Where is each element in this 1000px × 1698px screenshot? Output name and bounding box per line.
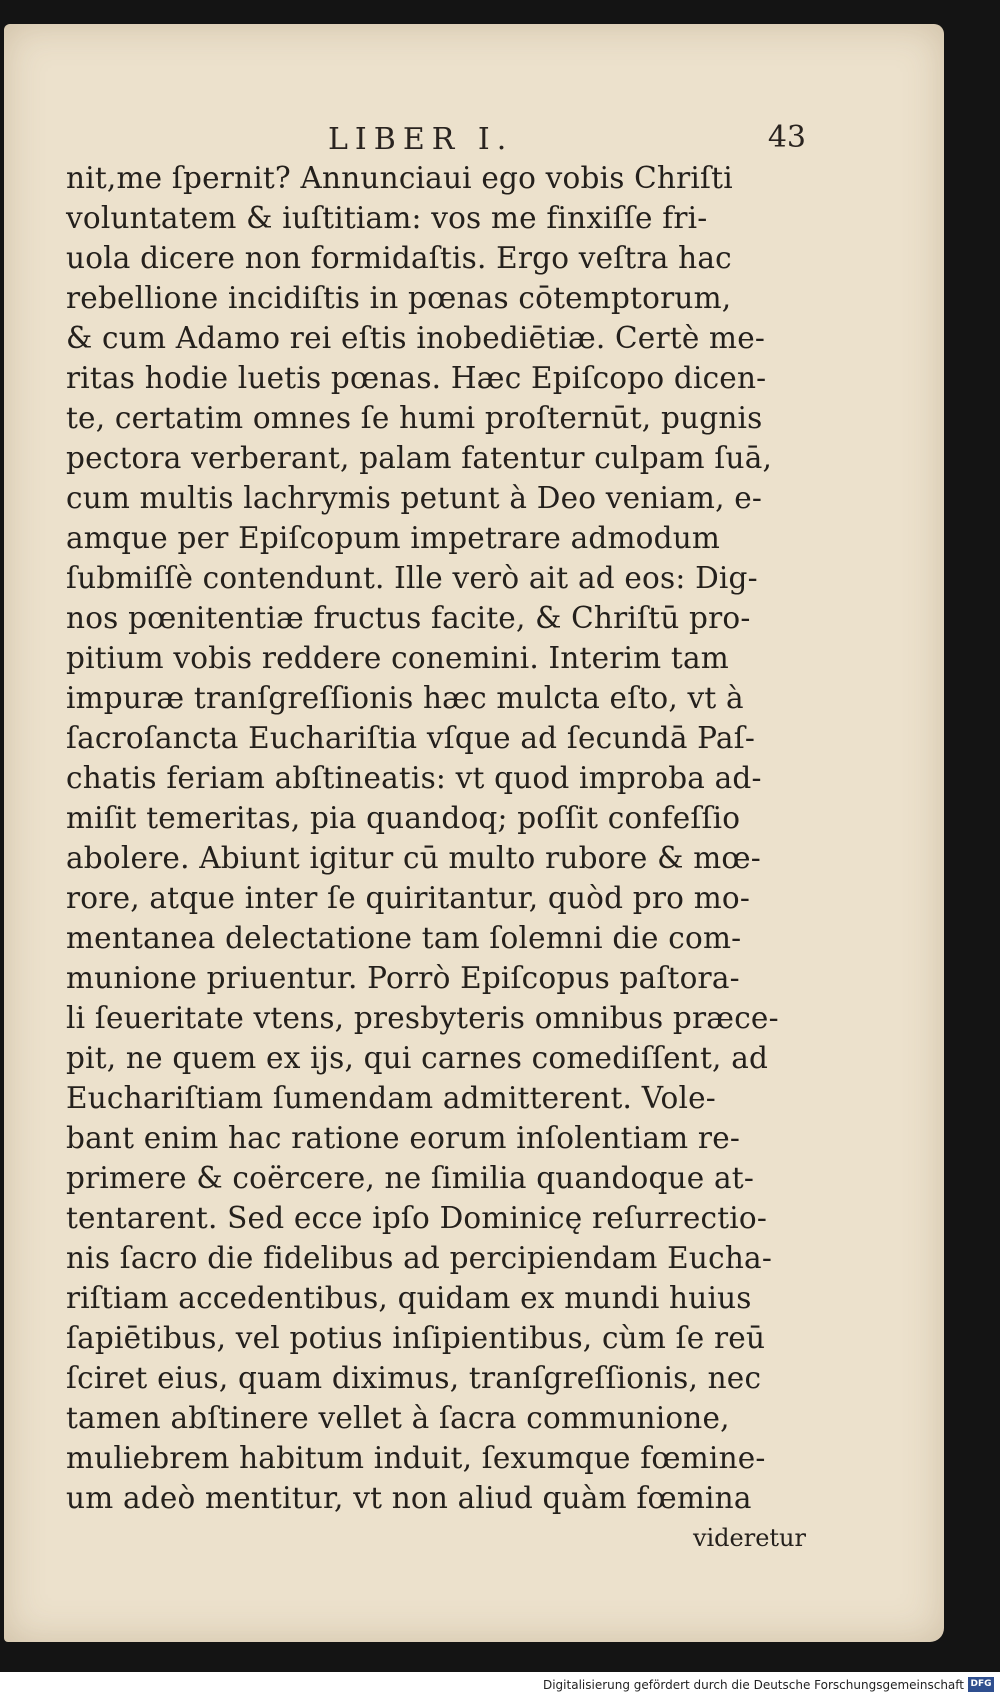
- text-line: munione priuentur. Porrò Epiſcopus paſtora-: [66, 961, 740, 995]
- text-line: primere & coërcere, ne ſimilia quandoque at-: [66, 1161, 755, 1195]
- text-line: nit,me ſpernit? Annunciaui ego vobis Chriſti: [66, 161, 733, 195]
- text-line: te, certatim omnes ſe humi proſternūt, pugnis: [66, 401, 763, 435]
- text-line: cum multis lachrymis petunt à Deo veniam, e-: [66, 481, 763, 515]
- text-line: bant enim hac ratione eorum inſolentiam re-: [66, 1121, 741, 1155]
- book-page: [4, 24, 944, 1642]
- text-line: uola dicere non formidaſtis. Ergo veſtra hac: [66, 241, 732, 275]
- catchword: videretur: [692, 1524, 806, 1552]
- text-line: tamen abſtinere vellet à ſacra communione,: [66, 1401, 730, 1435]
- text-line: muliebrem habitum induit, ſexumque fœmine-: [66, 1441, 766, 1475]
- text-line: Euchariſtiam ſumendam admitterent. Vole-: [66, 1081, 716, 1115]
- body-text: [66, 158, 806, 1518]
- text-line: nis ſacro die fidelibus ad percipiendam Eucha-: [66, 1241, 772, 1275]
- running-head: [66, 100, 806, 158]
- text-line: impuræ tranſgreſſionis hæc mulcta eſto, vt à: [66, 681, 744, 715]
- text-line: & cum Adamo rei eſtis inobediētiæ. Certè me-: [66, 321, 766, 355]
- footer-bar: [0, 1672, 1000, 1698]
- text-line: ſciret eius, quam diximus, tranſgreſſionis, nec: [66, 1361, 762, 1395]
- text-line: chatis feriam abſtineatis: vt quod improba ad-: [66, 761, 762, 795]
- text-line: rebellione incidiſtis in pœnas cōtemptorum,: [66, 281, 732, 315]
- catchword-row: [66, 1522, 806, 1562]
- text-line: ſubmiſſè contendunt. Ille verò ait ad eos: Dig-: [66, 561, 758, 595]
- funding-credit: Digitalisierung gefördert durch die Deutsche Forschungsgemeinschaft: [542, 1678, 964, 1692]
- page-number: 43: [767, 120, 806, 155]
- page-content: [66, 100, 806, 1562]
- text-line: um adeò mentitur, vt non aliud quàm fœmina: [66, 1481, 752, 1515]
- text-line: tentarent. Sed ecce ipſo Dominicę reſurrectio-: [66, 1201, 768, 1235]
- text-line: ſapiētibus, vel potius inſipientibus, cùm ſe reū: [66, 1321, 766, 1355]
- dfg-logo: DFG: [968, 1677, 994, 1692]
- text-line: miſit temeritas, pia quandoq; poſſit confeſſio: [66, 801, 741, 835]
- text-line: rore, atque inter ſe quiritantur, quòd pro mo-: [66, 881, 751, 915]
- text-line: li ſeueritate vtens, presbyteris omnibus præce-: [66, 1001, 779, 1035]
- text-line: ſacroſancta Euchariſtia vſque ad ſecundā Paſ-: [66, 721, 755, 755]
- text-line: abolere. Abiunt igitur cū multo rubore & mœ-: [66, 841, 761, 875]
- text-line: pitium vobis reddere conemini. Interim tam: [66, 641, 729, 675]
- text-line: nos pœnitentiæ fructus facite, & Chriſtū pro-: [66, 601, 751, 635]
- text-line: voluntatem & iuſtitiam: vos me finxiſſe fri-: [66, 201, 708, 235]
- text-line: pectora verberant, palam fatentur culpam ſuā,: [66, 441, 773, 475]
- text-line: amque per Epiſcopum impetrare admodum: [66, 521, 721, 555]
- running-title: LIBER I.: [328, 122, 514, 157]
- text-line: pit, ne quem ex ijs, qui carnes comediſſent, ad: [66, 1041, 769, 1075]
- text-line: mentanea delectatione tam ſolemni die com-: [66, 921, 742, 955]
- text-line: ritas hodie luetis pœnas. Hæc Epiſcopo dicen-: [66, 361, 767, 395]
- text-line: riſtiam accedentibus, quidam ex mundi huius: [66, 1281, 752, 1315]
